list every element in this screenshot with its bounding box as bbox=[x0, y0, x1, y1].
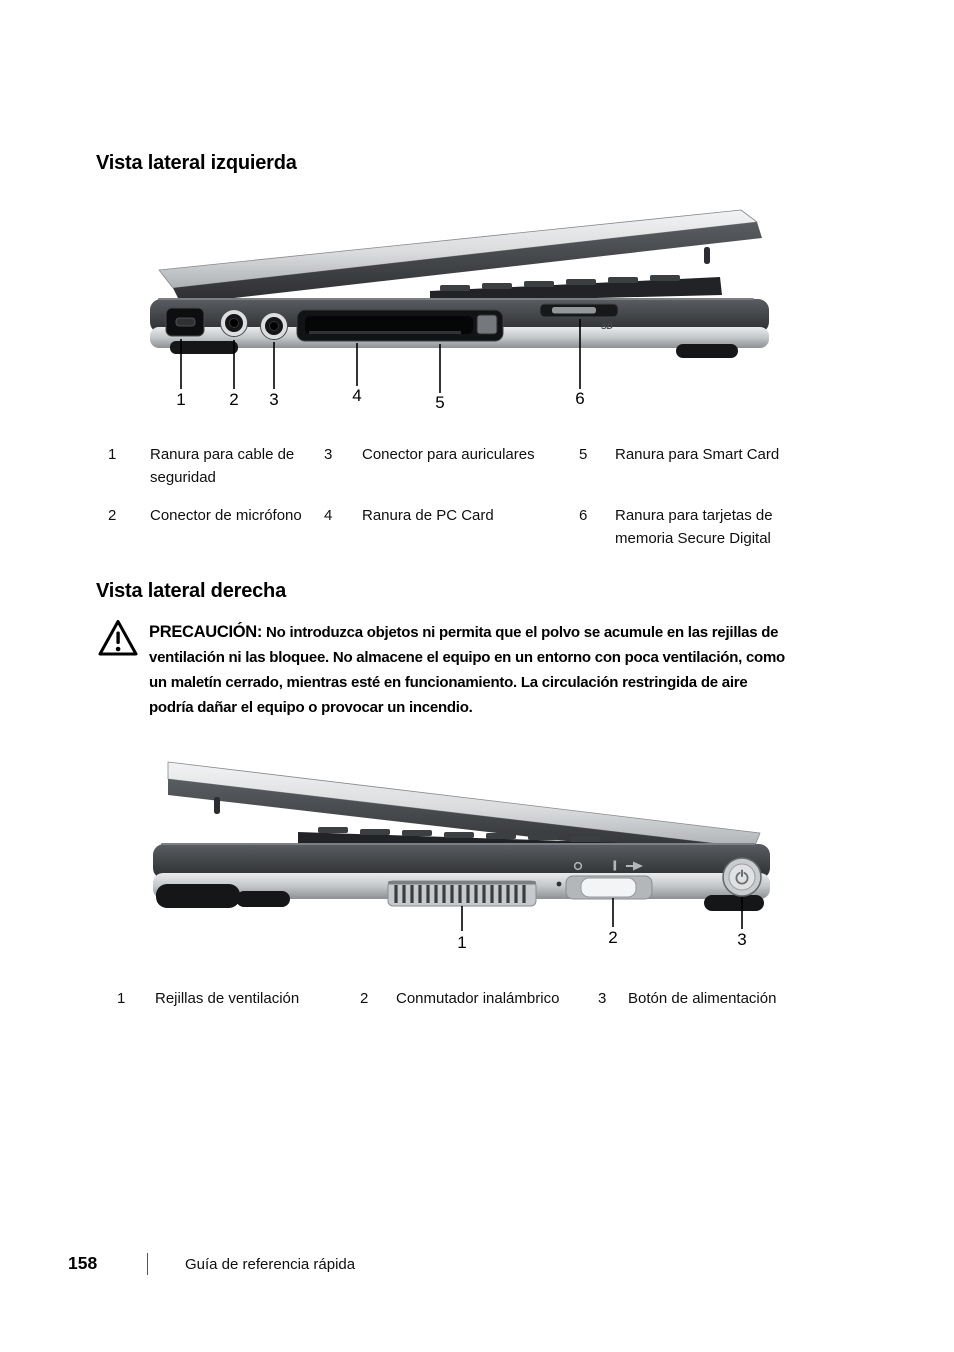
legend-label: Botón de alimentación bbox=[628, 990, 777, 1007]
footer-divider bbox=[147, 1253, 148, 1275]
legend-label: Ranura para Smart Card bbox=[615, 446, 780, 463]
laptop-left-side-illustration bbox=[130, 195, 780, 420]
power-button bbox=[723, 858, 761, 896]
legend-number: 2 bbox=[108, 507, 117, 524]
legend-number: 5 bbox=[579, 446, 588, 463]
laptop-right-side-illustration bbox=[140, 748, 780, 966]
legend-number: 1 bbox=[117, 990, 126, 1007]
base-top-highlight bbox=[158, 298, 754, 300]
indicator-dot bbox=[557, 882, 562, 887]
pc-card-eject-button bbox=[477, 315, 497, 334]
rubber-foot-right bbox=[704, 895, 764, 911]
footer-title: Guía de referencia rápida bbox=[185, 1256, 356, 1273]
legend-table-right-view bbox=[117, 988, 837, 1011]
legend-number: 3 bbox=[324, 446, 333, 463]
ventilation-grille bbox=[388, 881, 536, 906]
legend-number: 6 bbox=[579, 507, 588, 524]
caution-paragraph bbox=[149, 620, 794, 720]
front-bumper bbox=[156, 884, 240, 908]
legend-number: 1 bbox=[108, 446, 117, 463]
callout-number: 1 bbox=[176, 390, 186, 409]
switch-knob bbox=[581, 878, 636, 897]
rubber-foot-left bbox=[236, 891, 290, 907]
on-mark bbox=[614, 861, 617, 871]
pc-card-slot bbox=[297, 310, 503, 341]
legend-label: Ranura para tarjetas de memoria Secure Digital bbox=[615, 507, 773, 547]
lid-latch-hook bbox=[214, 797, 220, 814]
section-heading-right-view: Vista lateral derecha bbox=[96, 580, 286, 602]
legend-label: Conector de micrófono bbox=[150, 507, 302, 524]
security-cable-slot bbox=[166, 308, 204, 336]
rubber-foot-right bbox=[676, 344, 738, 358]
callout-number: 3 bbox=[737, 930, 747, 949]
caution-label: PRECAUCIÓN: bbox=[149, 623, 263, 641]
callout-number: 6 bbox=[575, 389, 585, 408]
callout-number: 3 bbox=[269, 390, 279, 409]
callout-number: 2 bbox=[229, 390, 239, 409]
section-heading-left-view: Vista lateral izquierda bbox=[96, 152, 297, 174]
legend-number: 4 bbox=[324, 507, 333, 524]
microphone-jack bbox=[221, 310, 248, 337]
base-top-highlight bbox=[161, 843, 755, 845]
legend-number: 3 bbox=[598, 990, 607, 1007]
legend-label: Conector para auriculares bbox=[362, 446, 535, 463]
sd-logo: SD bbox=[601, 321, 613, 331]
caution-block bbox=[97, 618, 794, 720]
headphone-jack bbox=[261, 313, 288, 340]
warning-triangle-icon bbox=[97, 618, 139, 658]
page-number: 158 bbox=[68, 1253, 98, 1273]
callout-number: 5 bbox=[435, 393, 445, 412]
legend-label: Ranura de PC Card bbox=[362, 507, 494, 524]
legend-label: Conmutador inalámbrico bbox=[396, 990, 560, 1007]
callout-number: 1 bbox=[457, 933, 467, 952]
legend-label: Rejillas de ventilación bbox=[155, 990, 300, 1007]
legend-table-left-view bbox=[108, 444, 828, 550]
callout-number: 4 bbox=[352, 386, 362, 405]
keyboard-edge bbox=[430, 275, 722, 302]
caution-text: No introduzca objetos ni permita que el polvo se acumule en las rejillas de ventilación ni las bloquee. No almacene el equipo en un entorno con poca ventilación, como un maletín cerrado, mientras esté en funcionamiento. La circulación restringida de aire podría dañar el equipo o provocar un incendio. bbox=[149, 624, 785, 716]
callout-number: 2 bbox=[608, 928, 618, 947]
lid-latch-hook bbox=[704, 247, 710, 264]
legend-number: 2 bbox=[360, 990, 369, 1007]
legend-label: Ranura para cable de seguridad bbox=[150, 446, 295, 486]
